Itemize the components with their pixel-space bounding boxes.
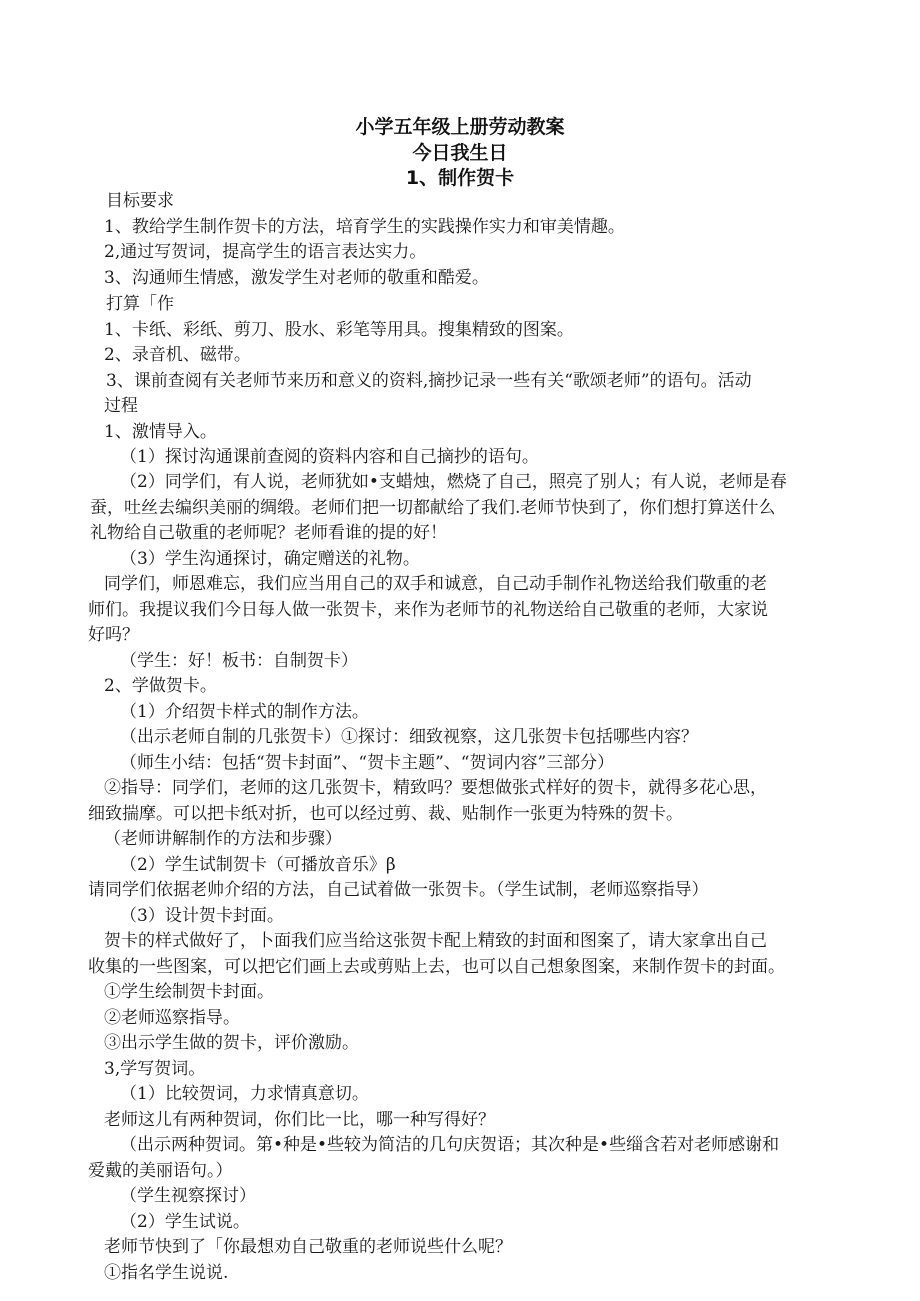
text-line: 细致揣摩。可以把卡纸对折，也可以经过剪、裁、贴制作一张更为特殊的贺卡。: [88, 804, 683, 824]
text-line: ①指名学生说说.: [104, 1263, 229, 1283]
text-line: （学生视察探讨）: [120, 1186, 256, 1206]
text-line: （2）同学们，有人说，老师犹如•支蜡烛，燃烧了自己，照亮了别人；有人说，老师是春: [120, 472, 787, 492]
text-line: 3、沟通师生情感，激发学生对老师的敬重和酷爱。: [104, 268, 489, 288]
text-line: 老师这儿有两种贺词，你们比一比，哪一种写得好？: [104, 1110, 495, 1130]
text-line: ①学生绘制贺卡封面。: [104, 982, 274, 1002]
text-line: 同学们，师恩难忘，我们应当用自己的双手和诚意，自己动手制作礼物送给我们敬重的老: [104, 574, 767, 594]
text-line: 爱戴的美丽语句。）: [88, 1161, 233, 1181]
text-line: 1、卡纸、彩纸、剪刀、股水、彩笔等用具。搜集精致的图案。: [104, 320, 574, 340]
text-line: ②老师巡察指导。: [104, 1008, 240, 1028]
document-title: 小学五年级上册劳动教案: [355, 116, 565, 138]
text-line: 2,通过写贺词，提高学生的语言表达实力。: [104, 242, 427, 262]
text-line: ③出示学生做的贺卡，评价激励。: [104, 1033, 359, 1053]
text-line: 2、录音机、磁带。: [104, 345, 251, 365]
text-line: （1）探讨沟通课前查阅的资料内容和自己摘抄的语句。: [120, 447, 539, 467]
text-line: 2、学做贺卡。: [104, 676, 217, 696]
text-line: 师们。我提议我们今日每人做一张贺卡，来作为老师节的礼物送给自己敬重的老师，大家说: [88, 600, 768, 620]
document-subtitle: 今日我生日: [412, 142, 508, 164]
section-heading-process: 过程: [104, 396, 138, 416]
text-line: 请同学们依据老帅介绍的方法，自己试着做一张贺卡。（学生试制，老师巡察指导）: [88, 880, 709, 900]
text-line: 蚕，吐丝去编织美丽的绸缎。老师们把一切都献给了我们.老师节快到了，你们想打算送什么: [90, 498, 776, 518]
text-line: （2）学生试说。: [120, 1212, 250, 1232]
text-line: （2）学生试制贺卡（可播放音乐》β: [120, 855, 396, 875]
text-line: （1）介绍贺卡样式的制作方法。: [120, 702, 369, 722]
text-line: 1、教给学生制作贺卡的方法，培育学生的实践操作实力和审美情趣。: [104, 217, 625, 237]
text-line: 老师节快到了「你最想劝自己敬重的老师说些什么呢？: [104, 1237, 512, 1257]
text-line: 3、课前查阅有关老师节来历和意义的资料,摘抄记录一些有关“歌颂老师”的语句。活动: [106, 371, 752, 391]
text-line: （3）设计贺卡封面。: [120, 906, 284, 926]
text-line: （3）学生沟通探讨，确定赠送的礼物。: [120, 549, 420, 569]
text-line: ②指导：同学们，老师的这几张贺卡，精致吗？要想做张式样好的贺卡，就得多花心思，: [104, 778, 767, 798]
section-heading-preparation: 打算「作: [106, 294, 174, 314]
text-line: 好吗？: [88, 625, 139, 645]
text-line: 礼物给自己敬重的老师呢？老师看谁的提的好！: [90, 523, 447, 543]
text-line: （师生小结：包括“贺卡封面”、“贺卡主题”、“贺词内容”三部分）: [120, 753, 615, 773]
lesson-heading: 1、制作贺卡: [405, 167, 515, 189]
text-line: 1、激情导入。: [104, 422, 217, 442]
text-line: 3,学写贺词。: [104, 1059, 206, 1079]
text-line: 收集的一些图案，可以把它们画上去或剪贴上去，也可以自己想象图案，来制作贺卡的封面。: [88, 957, 785, 977]
text-line: （出示两种贺词。第•种是•些较为简洁的几句庆贺语；其次种是•些缁含若对老师感谢和: [120, 1135, 780, 1155]
text-line: （1）比较贺词，力求情真意切。: [120, 1084, 369, 1104]
text-line: （学生：好！板书：自制贺卡）: [120, 651, 358, 671]
text-line: 贺卡的样式做好了，卜面我们应当给这张贺卡配上精致的封面和图案了，请大家拿出自己: [104, 931, 767, 951]
text-line: （出示老师自制的几张贺卡）①探讨：细致视察，这几张贺卡包括哪些内容？: [120, 727, 698, 747]
text-line: （老师讲解制作的方法和步骤）: [104, 829, 342, 849]
section-heading-goals: 目标要求: [106, 191, 174, 211]
